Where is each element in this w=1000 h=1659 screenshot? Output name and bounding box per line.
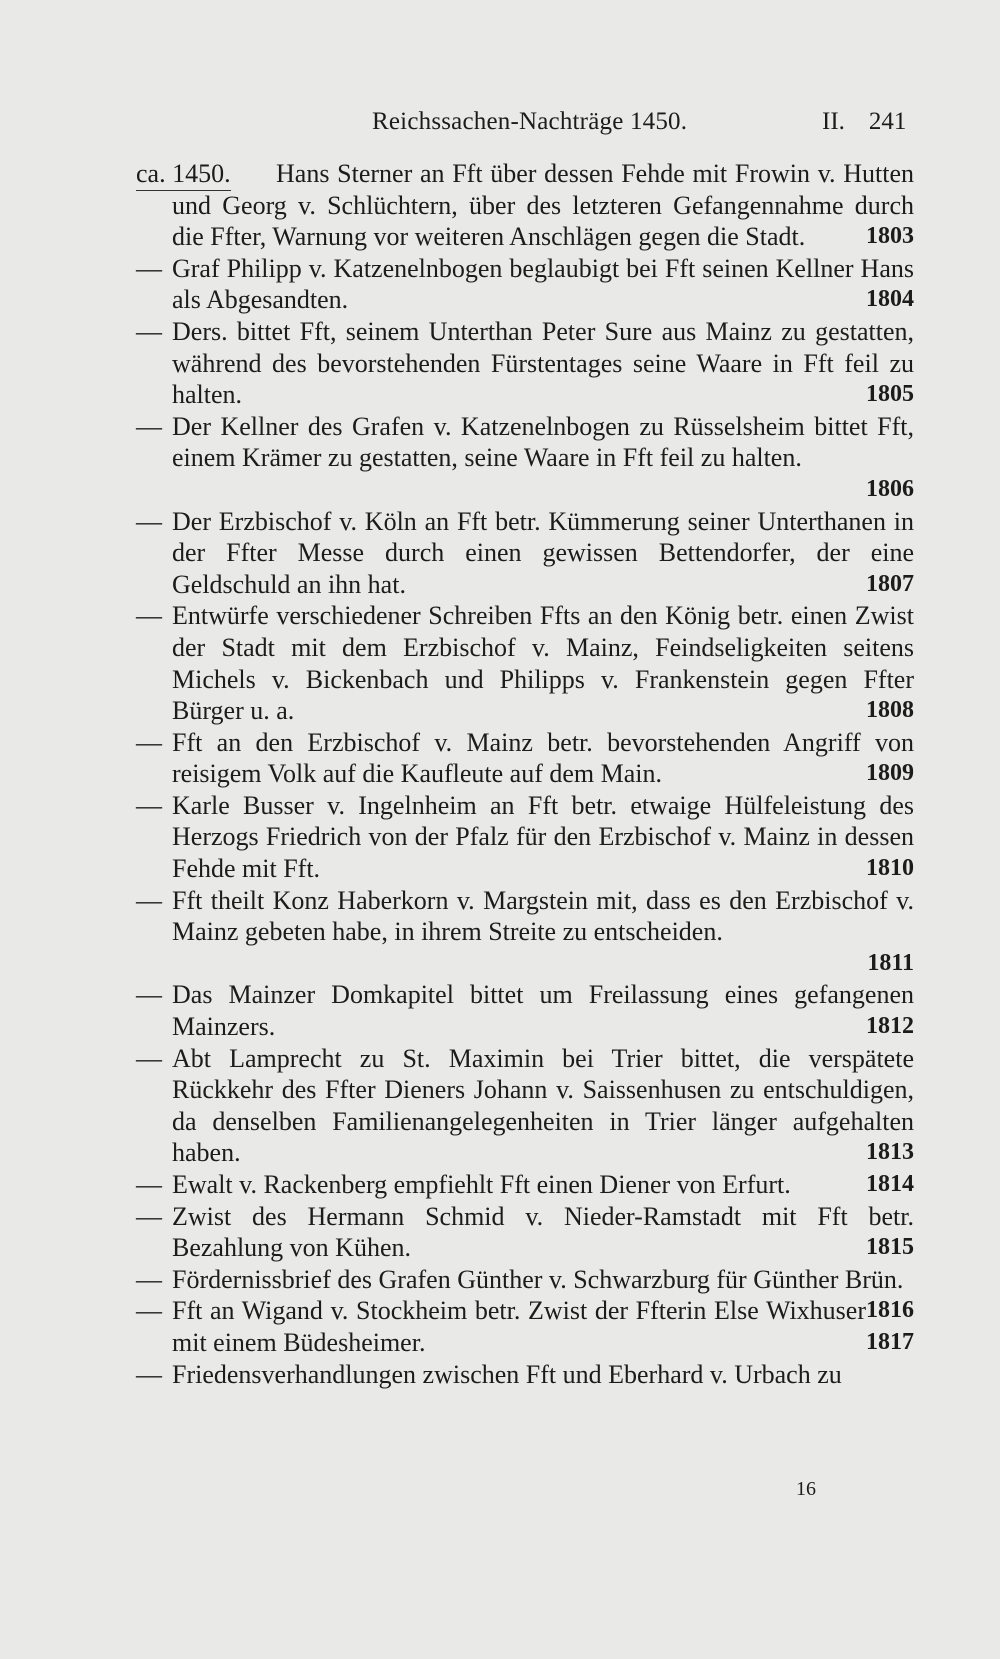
entry-number: 1812 — [866, 1013, 914, 1040]
entry-text: Ders. bittet Fft, seinem Unterthan Peter Sure aus Mainz zu gestatten, während des bevorstehenden Fürstentages seine Waare in Fft feil zu halten. — [172, 316, 914, 410]
entry-number: 1807 — [866, 570, 914, 597]
entry-number: 1813 — [866, 1139, 914, 1166]
entry-number: 1810 — [866, 855, 914, 882]
entry-text: Fft an den Erzbischof v. Mainz betr. bevorstehenden Angriff von reisigem Volk auf die Kaufleute auf dem Main. — [172, 727, 914, 789]
signature-mark: 16 — [796, 1478, 816, 1500]
list-item — [0, 885, 1000, 980]
list-item — [0, 727, 1000, 790]
entry-number: 1808 — [866, 697, 914, 724]
list-item — [0, 253, 1000, 316]
entry-dash: — — [136, 980, 162, 1010]
list-item — [0, 411, 1000, 506]
entry-number: 1817 — [866, 1328, 914, 1355]
entry-text: Der Kellner des Grafen v. Katzenelnbogen zu Rüsselsheim bittet Fft, einem Krämer zu gestatten, seine Waare in Fft feil zu halten. — [172, 411, 914, 473]
entry-text: Friedensverhandlungen zwischen Fft und Eberhard v. Urbach zu — [172, 1359, 842, 1389]
entry-number: 1806 — [866, 475, 914, 502]
entry-text: Fft an Wigand v. Stockheim betr. Zwist der Ffterin Else Wixhuser mit einem Büdesheimer. — [172, 1296, 866, 1357]
entry-number: 1816 — [866, 1297, 914, 1324]
entry-dash: — — [136, 1170, 162, 1199]
page-number: 241 — [868, 108, 907, 135]
list-item — [0, 1201, 1000, 1264]
entry-dash: — — [136, 253, 162, 283]
entry-dash: — — [136, 1359, 162, 1389]
entry-list — [0, 158, 1000, 1390]
running-title: Reichssachen-Nachträge 1450. — [372, 108, 688, 135]
entry-dash: — — [136, 1201, 162, 1231]
list-item — [0, 316, 1000, 411]
entry-number: 1804 — [866, 286, 914, 313]
entry-dash: — — [136, 506, 162, 536]
list-item — [0, 790, 1000, 885]
entry-text: Das Mainzer Domkapitel bittet um Freilassung eines gefangenen Mainzers. — [172, 980, 914, 1042]
entry-dash: — — [136, 727, 162, 757]
entry-text: Fördernissbrief des Grafen Günther v. Schwarzburg für Günther Brün. — [172, 1264, 904, 1294]
list-item — [0, 1359, 1000, 1391]
list-item — [0, 1169, 1000, 1201]
list-item — [0, 158, 1000, 253]
entry-text: Zwist des Hermann Schmid v. Nieder-Ramstadt mit Fft betr. Bezahlung von Kühen. — [172, 1201, 914, 1263]
entry-text: Abt Lamprecht zu St. Maximin bei Trier bittet, die verspätete Rückkehr des Ffter Dieners Johann v. Saissenhusen zu entschuldigen, da denselben Familienangelegenheiten in Trier länger aufgehalten haben. — [172, 1043, 914, 1168]
entry-dash: — — [136, 411, 162, 441]
entry-number: 1811 — [867, 949, 914, 976]
page-number-block — [822, 108, 930, 136]
entry-text: Fft theilt Konz Haberkorn v. Margstein mit, dass es den Erzbischof v. Mainz gebeten habe, in ihrem Streite zu entscheiden. — [172, 885, 914, 947]
entry-dash: — — [136, 790, 162, 820]
entry-dash: — — [136, 316, 162, 346]
entry-text: Entwürfe verschiedener Schreiben Ffts an den König betr. einen Zwist der Stadt mit dem Erzbischof v. Mainz, Feindseligkeiten seitens Michels v. Bickenbach und Philipps v. Frankenstein gegen Ffter Bürger u. a. — [172, 601, 914, 726]
entry-text: Graf Philipp v. Katzenelnbogen beglaubigt bei Fft seinen Kellner Hans als Abgesandten. — [172, 253, 914, 315]
section-number: II. — [822, 108, 845, 135]
list-item — [0, 1264, 1000, 1324]
list-item — [0, 600, 1000, 726]
list-item — [0, 1043, 1000, 1169]
entry-text: Der Erzbischof v. Köln an Fft betr. Kümmerung seiner Unterthanen in der Ffter Messe durch einen gewissen Bettendorfer, der eine Geldschuld an ihn hat. — [172, 506, 914, 599]
entry-number: 1809 — [866, 760, 914, 787]
list-item — [0, 506, 1000, 601]
entry-text: Karle Busser v. Ingelnheim an Fft betr. etwaige Hülfeleistung des Herzogs Friedrich von der Pfalz für den Erzbischof v. Mainz in dessen Fehde mit Fft. — [172, 790, 914, 884]
entry-number: 1814 — [866, 1171, 914, 1197]
entry-number: 1805 — [866, 381, 914, 408]
entry-number: 1803 — [866, 223, 914, 250]
entry-dash: — — [136, 1296, 162, 1326]
entry-date: ca. 1450. — [136, 158, 231, 191]
entry-text: Hans Sterner an Fft über dessen Fehde mit Frowin v. Hutten und Georg v. Schlüchtern, über des letzteren Gefangennahme durch die Ffter, Warnung vor weiteren Anschlägen gegen die Stadt. — [172, 159, 914, 252]
entry-dash: — — [136, 1043, 162, 1073]
entry-number: 1815 — [866, 1234, 914, 1261]
entry-dash: — — [136, 601, 162, 631]
entry-dash: — — [136, 1264, 162, 1294]
entry-dash: — — [136, 885, 162, 915]
list-item — [0, 979, 1000, 1042]
page-header — [0, 108, 1000, 148]
list-item — [0, 1295, 1000, 1358]
entry-text: Ewalt v. Rackenberg empfiehlt Fft einen Diener von Erfurt. — [172, 1170, 791, 1199]
